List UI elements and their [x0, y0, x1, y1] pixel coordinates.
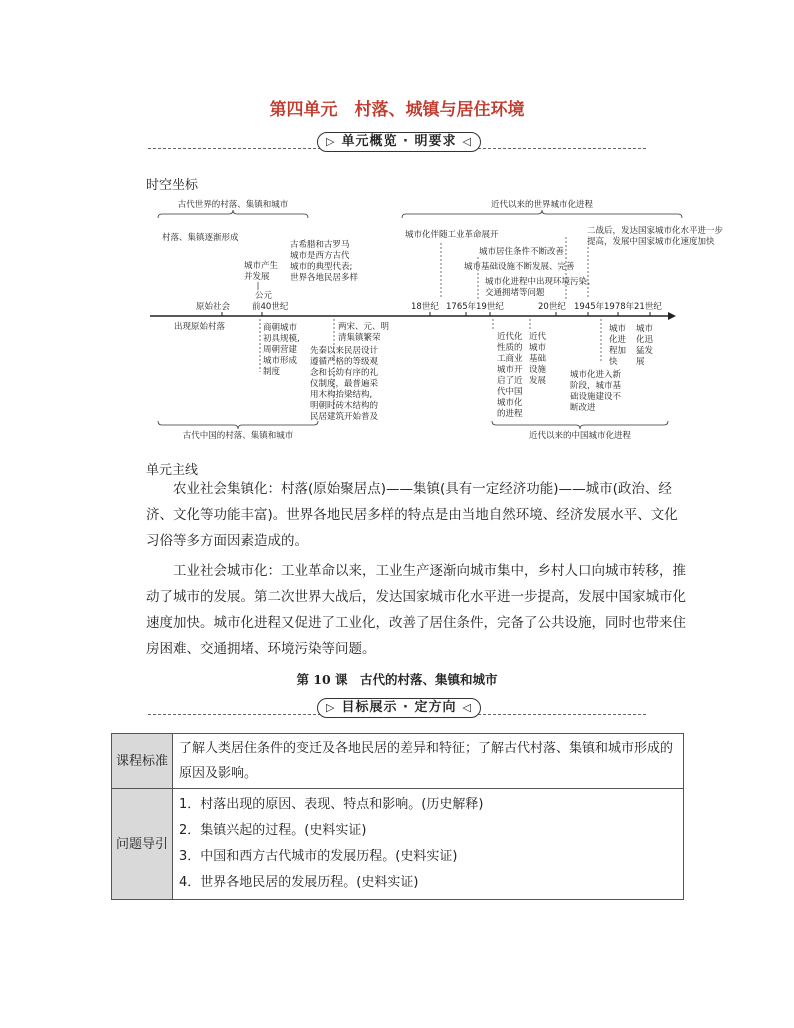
- arrow-left-icon: ◁: [462, 135, 472, 148]
- note-greece-4: 世界各地民居多样: [290, 273, 359, 283]
- svg-text:性质的: 性质的: [497, 343, 523, 353]
- timeline-diagram: [0, 195, 794, 455]
- note-bc40-1: 公元: [255, 291, 273, 301]
- list-item: 3．中国和西方古代城市的发展历程。(史料实证): [179, 849, 458, 864]
- svg-text:础设施建设不: 础设施建设不: [570, 392, 622, 402]
- svg-text:城市: 城市: [609, 324, 627, 334]
- arrow-right-icon: ▷: [326, 135, 336, 148]
- svg-text:阶段，城市基: 阶段，城市基: [570, 381, 622, 391]
- axis-1945: 1945年: [574, 302, 605, 312]
- axis-21c: 21世纪: [634, 302, 662, 312]
- note-qin-5: 用木构抬梁结构,: [310, 390, 373, 400]
- svg-text:城市: 城市: [636, 324, 654, 334]
- note-greece-2: 城市是西方古代: [290, 251, 350, 261]
- note-city-appear-2: 并发展: [244, 272, 270, 282]
- note-problems-2: 交通拥堵等问题: [485, 288, 545, 298]
- note-city-speed: [609, 323, 627, 367]
- note-living: 城市居住条件不断改善: [479, 247, 565, 257]
- brace-ancient-world: 古代世界的村落、集镇和城市: [177, 200, 289, 210]
- mainline-heading: 单元主线: [146, 463, 199, 478]
- overview-banner: [148, 133, 646, 153]
- goal-banner: [148, 699, 646, 719]
- brace-ancient-china: 古代中国的村落、集镇和城市: [182, 431, 294, 441]
- svg-text:代中国: 代中国: [497, 387, 523, 397]
- svg-text:断改进: 断改进: [570, 403, 596, 413]
- note-new-stage: [570, 369, 622, 413]
- axis-19c: 19世纪: [476, 302, 504, 312]
- timeline-heading: 时空坐标: [146, 178, 199, 193]
- note-qin-2: 遵循严格的等级观: [310, 357, 379, 367]
- goal-table: [111, 733, 684, 900]
- note-song-1: 两宋、元、明: [338, 322, 390, 332]
- svg-text:化进: 化进: [609, 335, 627, 345]
- svg-text:的进程: 的进程: [497, 409, 523, 419]
- note-shang-2: 初具规模,: [263, 334, 300, 344]
- mainline-paragraph-2: 工业社会城市化：工业革命以来，工业生产逐渐向城市集中，乡村人口向城市转移，推动了城市的发展。第二次世界大战后，发达国家城市化水平进一步提高，发展中国家城市化速度加快。城市化进程又促进了工业化，改善了居住条件，完备了公共设施，同时也带来住房困难、交通拥堵、环境污染等问题。: [146, 563, 686, 657]
- axis-primitive: 原始社会: [196, 302, 231, 312]
- arrow-left-icon: ◁: [462, 701, 472, 714]
- question-guide-list: [173, 789, 684, 900]
- svg-text:程加: 程加: [609, 346, 627, 356]
- list-item: 2．集镇兴起的过程。(史料实证): [179, 823, 367, 838]
- arrow-right-icon: ▷: [326, 701, 336, 714]
- svg-text:近代化: 近代化: [497, 332, 523, 342]
- note-qin-4: 仪制度，最普遍采: [310, 379, 379, 389]
- svg-text:展: 展: [636, 357, 645, 367]
- svg-text:基础: 基础: [529, 354, 547, 364]
- note-primitive-village: 出现原始村落: [174, 322, 226, 332]
- svg-text:设施: 设施: [529, 365, 547, 375]
- note-qin-6: 明朝时砖木结构的: [310, 401, 379, 411]
- svg-text:近代: 近代: [529, 332, 547, 342]
- note-ww2-2: 提高，发展中国家城市化速度加快: [587, 237, 715, 247]
- note-bc40-2: 前40世纪: [252, 302, 289, 312]
- svg-text:化迅: 化迅: [636, 335, 654, 345]
- note-shang-1: 商朝城市: [263, 323, 298, 333]
- note-city-appear-1: 城市产生: [244, 261, 279, 271]
- brace-modern-world: 近代以来的世界城市化进程: [490, 200, 594, 210]
- unit-title: 第四单元 村落、城镇与居住环境: [269, 100, 525, 120]
- svg-text:猛发: 猛发: [636, 346, 654, 356]
- axis-18c: 18世纪: [411, 302, 439, 312]
- table-row: [112, 734, 684, 789]
- note-qin-7: 民居建筑开始普及: [310, 412, 379, 422]
- svg-text:城市开: 城市开: [497, 365, 523, 375]
- lesson-title: 第 10 课 古代的村落、集镇和城市: [296, 672, 498, 687]
- list-item: 1．村落出现的原因、表现、特点和影响。(历史解释): [179, 797, 484, 812]
- svg-text:启了近: 启了近: [497, 376, 523, 386]
- note-infra: 城市基础设施不断发展、完善: [464, 262, 575, 272]
- mainline-paragraph-1: 农业社会集镇化：村落(原始聚居点)——集镇(具有一定经济功能)——城市(政治、经济、文化等功能丰富)。世界各地民居多样的特点是由当地自然环境、经济发展水平、文化习俗等多方面因素造成的。: [146, 481, 678, 549]
- note-song-2: 清集镇繁荣: [338, 333, 381, 343]
- note-modern-infra: [529, 331, 547, 386]
- note-city-fast: [636, 323, 654, 367]
- note-greece-3: 城市的典型代表;: [290, 262, 353, 272]
- note-shang-3: 周朝营建: [263, 345, 298, 355]
- svg-text:城市化: 城市化: [497, 398, 523, 408]
- note-qin-1: 先秦以来民居设计: [310, 346, 379, 356]
- note-industrial: 城市化伴随工业革命展开: [405, 230, 499, 240]
- course-standard-content: 了解人类居住条件的变迁及各地民居的差异和特征；了解古代村落、集镇和城市形成的原因及影响。: [173, 734, 684, 789]
- axis-1765: 1765年: [446, 302, 477, 312]
- note-ww2-1: 二战后，发达国家城市化水平进一步: [587, 226, 724, 236]
- goal-banner-label: 目标展示 · 定方向: [341, 700, 457, 715]
- svg-text:城市化进入新: 城市化进入新: [570, 370, 622, 380]
- note-shang-5: 制度: [263, 367, 281, 377]
- axis-1978: 1978年: [604, 302, 635, 312]
- table-row: [112, 789, 684, 900]
- list-item: 4．世界各地民居的发展历程。(史料实证): [179, 875, 419, 890]
- svg-text:城市: 城市: [529, 343, 547, 353]
- svg-text:快: 快: [609, 357, 618, 367]
- svg-text:工商业: 工商业: [497, 354, 523, 364]
- note-greece-1: 古希腊和古罗马: [290, 240, 350, 250]
- note-problems-1: 城市化进程中出现环境污染、: [485, 277, 596, 287]
- overview-banner-label: 单元概览 · 明要求: [341, 134, 457, 149]
- note-modern-china: [497, 331, 523, 419]
- note-village: 村落、集镇逐渐形成: [162, 233, 239, 243]
- course-standard-header: 课程标准: [112, 734, 173, 789]
- note-qin-3: 念和长幼有序的礼: [310, 368, 379, 378]
- axis-20c: 20世纪: [538, 302, 566, 312]
- svg-text:发展: 发展: [529, 376, 547, 386]
- question-guide-header: 问题导引: [112, 789, 173, 900]
- brace-modern-china: 近代以来的中国城市化进程: [528, 431, 632, 441]
- note-shang-4: 城市形成: [263, 356, 298, 366]
